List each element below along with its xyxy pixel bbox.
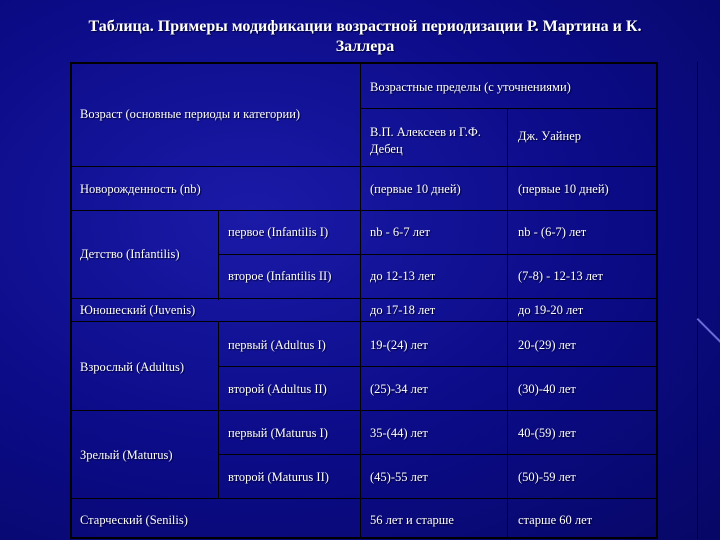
grid-row-5 (218, 366, 658, 367)
row-adult-1-label: первый (Adultus I) (228, 338, 326, 352)
row-adult-2-weiner: (30)-40 лет (518, 382, 576, 396)
row-mature-1-label: первый (Maturus I) (228, 426, 328, 440)
slide-title-line-1: Таблица. Примеры модификации возрастной периодизации Р. Мартина и К. (88, 18, 642, 35)
grid-row-1 (70, 210, 658, 211)
grid-row-3 (70, 298, 658, 299)
row-mature-1-weiner: 40-(59) лет (518, 426, 576, 440)
header-col-alekseev-line-1: В.П. Алексеев и Г.Ф. (370, 125, 481, 139)
row-newborn-label: Новорожденность (nb) (80, 182, 201, 196)
header-col-alekseev (370, 124, 481, 158)
row-childhood-1-weiner: nb - (6-7) лет (518, 225, 587, 239)
row-childhood-label: Детство (Infantilis) (80, 247, 180, 261)
row-adult-1-weiner: 20-(29) лет (518, 338, 576, 352)
grid-row-2 (218, 254, 658, 255)
grid-vert-main (360, 62, 361, 539)
header-group-label: Возрастные пределы (с уточнениями) (370, 80, 571, 94)
row-senile-alekseev: 56 лет и старше (370, 513, 454, 527)
row-senile-label: Старческий (Senilis) (80, 513, 188, 527)
row-newborn-alekseev: (первые 10 дней) (370, 182, 461, 196)
grid-header-split (360, 108, 658, 109)
row-mature-1-alekseev: 35-(44) лет (370, 426, 428, 440)
grid-right-outer (697, 62, 698, 539)
grid-row-7 (218, 454, 658, 455)
grid-vert-sub (218, 210, 219, 300)
header-col-alekseev-line-2: Дебец (370, 142, 403, 156)
row-adult-2-alekseev: (25)-34 лет (370, 382, 428, 396)
row-adult-label: Взрослый (Adultus) (80, 360, 184, 374)
row-mature-2-alekseev: (45)-55 лет (370, 470, 428, 484)
row-childhood-2-alekseev: до 12-13 лет (370, 269, 436, 283)
row-senile-weiner: старше 60 лет (518, 513, 593, 527)
grid-top (70, 62, 658, 64)
row-mature-2-weiner: (50)-59 лет (518, 470, 576, 484)
grid-header-bottom (70, 166, 658, 167)
row-youth-weiner: до 19-20 лет (518, 303, 584, 317)
grid-left (70, 62, 72, 539)
grid-row-4 (70, 321, 658, 322)
slide-title-line-2: Заллера (335, 38, 395, 55)
row-adult-2-label: второй (Adultus II) (228, 382, 327, 396)
header-col-weiner: Дж. Уайнер (518, 129, 581, 143)
row-childhood-2-label: второе (Infantilis II) (228, 269, 332, 283)
grid-vert-col2 (507, 108, 508, 539)
grid-row-8 (70, 498, 658, 499)
row-adult-1-alekseev: 19-(24) лет (370, 338, 428, 352)
row-newborn-weiner: (первые 10 дней) (518, 182, 609, 196)
grid-right (656, 62, 658, 539)
row-mature-label: Зрелый (Maturus) (80, 448, 173, 462)
grid-bottom (70, 537, 658, 539)
row-youth-alekseev: до 17-18 лет (370, 303, 436, 317)
row-mature-2-label: второй (Maturus II) (228, 470, 329, 484)
grid-row-6 (70, 410, 658, 411)
row-youth-label: Юношеский (Juvenis) (80, 303, 196, 317)
slide-title (70, 17, 660, 57)
header-age-column: Возраст (основные периоды и категории) (80, 107, 301, 121)
row-childhood-1-label: первое (Infantilis I) (228, 225, 329, 239)
row-childhood-1-alekseev: nb - 6-7 лет (370, 225, 430, 239)
row-childhood-2-weiner: (7-8) - 12-13 лет (518, 269, 603, 283)
